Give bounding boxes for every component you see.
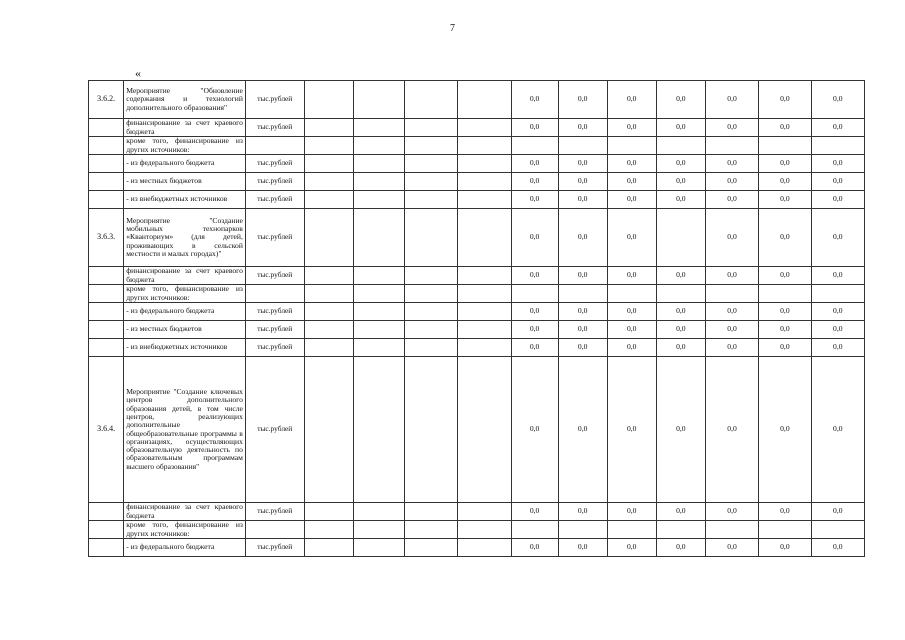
row-unit: тыс.рублей	[245, 321, 304, 339]
empty-cell	[304, 503, 353, 521]
row-description: - из федерального бюджета	[124, 539, 246, 557]
value-cell: 0,0	[607, 155, 656, 173]
value-cell: 0,0	[558, 155, 607, 173]
value-cell	[811, 521, 864, 539]
value-cell: 0,0	[511, 503, 558, 521]
value-cell	[811, 285, 864, 303]
row-description: финансирование за счет краевого бюджета	[124, 267, 246, 285]
value-cell: 0,0	[759, 321, 811, 339]
value-cell: 0,0	[511, 81, 558, 119]
row-unit: тыс.рублей	[245, 209, 304, 267]
value-cell: 0,0	[511, 357, 558, 503]
value-cell: 0,0	[607, 503, 656, 521]
value-cell: 0,0	[656, 173, 705, 191]
row-code	[89, 285, 124, 303]
row-description: - из внебюджетных источников	[124, 339, 246, 357]
value-cell: 0,0	[558, 267, 607, 285]
value-cell: 0,0	[607, 321, 656, 339]
empty-cell	[404, 321, 457, 339]
value-cell: 0,0	[607, 539, 656, 557]
value-cell: 0,0	[811, 191, 864, 209]
value-cell: 0,0	[558, 119, 607, 137]
value-cell	[705, 137, 758, 155]
value-cell: 0,0	[705, 155, 758, 173]
value-cell	[811, 137, 864, 155]
value-cell: 0,0	[656, 155, 705, 173]
value-cell: 0,0	[705, 81, 758, 119]
empty-cell	[458, 339, 511, 357]
row-description: - из внебюджетных источников	[124, 191, 246, 209]
value-cell: 0,0	[558, 321, 607, 339]
value-cell	[558, 285, 607, 303]
row-unit: тыс.рублей	[245, 503, 304, 521]
row-unit: тыс.рублей	[245, 539, 304, 557]
row-description: кроме того, финансирование из других источников:	[124, 137, 246, 155]
row-unit	[245, 137, 304, 155]
empty-cell	[304, 81, 353, 119]
row-code	[89, 539, 124, 557]
value-cell: 0,0	[759, 81, 811, 119]
value-cell	[511, 137, 558, 155]
value-cell	[759, 521, 811, 539]
value-cell: 0,0	[705, 119, 758, 137]
value-cell: 0,0	[811, 303, 864, 321]
value-cell: 0,0	[558, 357, 607, 503]
row-code	[89, 137, 124, 155]
empty-cell	[404, 303, 457, 321]
empty-cell	[353, 521, 404, 539]
value-cell: 0,0	[811, 209, 864, 267]
row-description: Мероприятие "Создание мобильных технопарков «Кванториум» (для детей, проживающих в сельской местности и малых городах)"	[124, 209, 246, 267]
value-cell: 0,0	[759, 539, 811, 557]
value-cell	[759, 285, 811, 303]
empty-cell	[458, 285, 511, 303]
value-cell: 0,0	[705, 503, 758, 521]
value-cell: 0,0	[656, 267, 705, 285]
value-cell: 0,0	[511, 539, 558, 557]
table-row	[89, 267, 865, 285]
value-cell: 0,0	[558, 539, 607, 557]
value-cell: 0,0	[759, 503, 811, 521]
empty-cell	[304, 285, 353, 303]
row-description: Мероприятие "Создание ключевых центров дополнительного образования детей, в том числе центров, реализующих дополнительные общеобразовательные программы в организациях, осуществляющих образовательную деятельность по образовательным программам высшего образования"	[124, 357, 246, 503]
value-cell: 0,0	[607, 303, 656, 321]
value-cell: 0,0	[656, 539, 705, 557]
row-description: - из местных бюджетов	[124, 321, 246, 339]
empty-cell	[304, 357, 353, 503]
table-row	[89, 137, 865, 155]
empty-cell	[353, 119, 404, 137]
value-cell	[656, 521, 705, 539]
value-cell: 0,0	[656, 191, 705, 209]
value-cell: 0,0	[705, 539, 758, 557]
opening-quote-mark: «	[135, 66, 141, 80]
empty-cell	[404, 209, 457, 267]
value-cell	[607, 137, 656, 155]
row-description: - из местных бюджетов	[124, 173, 246, 191]
value-cell: 0,0	[511, 267, 558, 285]
row-code	[89, 173, 124, 191]
row-unit: тыс.рублей	[245, 303, 304, 321]
empty-cell	[458, 209, 511, 267]
row-description: финансирование за счет краевого бюджета	[124, 503, 246, 521]
empty-cell	[404, 191, 457, 209]
row-description: Мероприятие "Обновление содержания и технологий дополнительного образования"	[124, 81, 246, 119]
row-description: финансирование за счет краевого бюджета	[124, 119, 246, 137]
value-cell: 0,0	[607, 267, 656, 285]
value-cell: 0,0	[759, 191, 811, 209]
value-cell	[511, 285, 558, 303]
value-cell: 0,0	[607, 209, 656, 267]
table-row	[89, 209, 865, 267]
row-code	[89, 339, 124, 357]
value-cell: 0,0	[511, 191, 558, 209]
value-cell: 0,0	[607, 339, 656, 357]
row-code	[89, 155, 124, 173]
value-cell: 0,0	[656, 119, 705, 137]
value-cell: 0,0	[705, 339, 758, 357]
value-cell: 0,0	[558, 81, 607, 119]
empty-cell	[404, 503, 457, 521]
empty-cell	[458, 321, 511, 339]
row-unit: тыс.рублей	[245, 155, 304, 173]
row-code: 3.6.4.	[89, 357, 124, 503]
row-unit: тыс.рублей	[245, 339, 304, 357]
empty-cell	[353, 339, 404, 357]
value-cell: 0,0	[607, 191, 656, 209]
empty-cell	[304, 155, 353, 173]
value-cell: 0,0	[759, 267, 811, 285]
value-cell: 0,0	[558, 339, 607, 357]
row-code	[89, 503, 124, 521]
empty-cell	[404, 521, 457, 539]
value-cell: 0,0	[511, 155, 558, 173]
empty-cell	[353, 137, 404, 155]
table-row	[89, 81, 865, 119]
table-row	[89, 521, 865, 539]
value-cell: 0,0	[811, 155, 864, 173]
value-cell: 0,0	[705, 303, 758, 321]
table-row	[89, 119, 865, 137]
empty-cell	[404, 173, 457, 191]
value-cell: 0,0	[511, 339, 558, 357]
table-row	[89, 155, 865, 173]
empty-cell	[353, 191, 404, 209]
value-cell: 0,0	[811, 321, 864, 339]
table-row	[89, 339, 865, 357]
value-cell	[656, 209, 705, 267]
row-unit	[245, 521, 304, 539]
value-cell	[705, 285, 758, 303]
value-cell: 0,0	[511, 119, 558, 137]
empty-cell	[353, 539, 404, 557]
table-row	[89, 303, 865, 321]
table-row	[89, 173, 865, 191]
row-code	[89, 303, 124, 321]
empty-cell	[304, 339, 353, 357]
empty-cell	[304, 303, 353, 321]
empty-cell	[458, 521, 511, 539]
empty-cell	[353, 503, 404, 521]
empty-cell	[458, 137, 511, 155]
value-cell: 0,0	[558, 173, 607, 191]
value-cell	[511, 521, 558, 539]
empty-cell	[404, 137, 457, 155]
value-cell: 0,0	[759, 119, 811, 137]
row-unit: тыс.рублей	[245, 357, 304, 503]
table-row	[89, 503, 865, 521]
row-code: 3.6.2.	[89, 81, 124, 119]
value-cell: 0,0	[811, 81, 864, 119]
value-cell: 0,0	[511, 209, 558, 267]
value-cell: 0,0	[811, 173, 864, 191]
row-unit	[245, 285, 304, 303]
empty-cell	[304, 321, 353, 339]
value-cell: 0,0	[607, 173, 656, 191]
empty-cell	[404, 285, 457, 303]
value-cell: 0,0	[656, 303, 705, 321]
empty-cell	[458, 503, 511, 521]
empty-cell	[353, 303, 404, 321]
value-cell: 0,0	[656, 81, 705, 119]
empty-cell	[304, 137, 353, 155]
value-cell: 0,0	[558, 209, 607, 267]
value-cell: 0,0	[705, 267, 758, 285]
empty-cell	[458, 303, 511, 321]
table-row	[89, 191, 865, 209]
empty-cell	[458, 173, 511, 191]
row-description: - из федерального бюджета	[124, 155, 246, 173]
value-cell: 0,0	[656, 321, 705, 339]
value-cell: 0,0	[759, 209, 811, 267]
empty-cell	[353, 81, 404, 119]
empty-cell	[353, 209, 404, 267]
value-cell: 0,0	[705, 357, 758, 503]
empty-cell	[304, 209, 353, 267]
row-code	[89, 521, 124, 539]
value-cell	[656, 137, 705, 155]
row-unit: тыс.рублей	[245, 191, 304, 209]
row-unit: тыс.рублей	[245, 119, 304, 137]
empty-cell	[353, 155, 404, 173]
empty-cell	[353, 173, 404, 191]
table-row	[89, 357, 865, 503]
table-row	[89, 321, 865, 339]
empty-cell	[353, 285, 404, 303]
empty-cell	[404, 357, 457, 503]
value-cell: 0,0	[656, 357, 705, 503]
value-cell	[607, 285, 656, 303]
value-cell: 0,0	[705, 321, 758, 339]
empty-cell	[353, 321, 404, 339]
empty-cell	[304, 119, 353, 137]
empty-cell	[458, 155, 511, 173]
value-cell: 0,0	[759, 303, 811, 321]
value-cell: 0,0	[607, 119, 656, 137]
row-unit: тыс.рублей	[245, 81, 304, 119]
row-unit: тыс.рублей	[245, 267, 304, 285]
row-unit: тыс.рублей	[245, 173, 304, 191]
value-cell: 0,0	[656, 339, 705, 357]
row-code: 3.6.3.	[89, 209, 124, 267]
row-code	[89, 267, 124, 285]
value-cell: 0,0	[759, 339, 811, 357]
value-cell: 0,0	[811, 503, 864, 521]
value-cell: 0,0	[759, 155, 811, 173]
value-cell: 0,0	[759, 173, 811, 191]
value-cell: 0,0	[811, 119, 864, 137]
empty-cell	[404, 155, 457, 173]
row-code	[89, 119, 124, 137]
value-cell	[558, 521, 607, 539]
budget-table-body	[89, 81, 865, 557]
value-cell: 0,0	[511, 303, 558, 321]
empty-cell	[304, 539, 353, 557]
empty-cell	[404, 119, 457, 137]
value-cell	[759, 137, 811, 155]
empty-cell	[304, 191, 353, 209]
empty-cell	[353, 357, 404, 503]
row-description: - из федерального бюджета	[124, 303, 246, 321]
value-cell	[656, 285, 705, 303]
empty-cell	[458, 191, 511, 209]
value-cell: 0,0	[811, 339, 864, 357]
value-cell: 0,0	[705, 191, 758, 209]
value-cell: 0,0	[558, 191, 607, 209]
page-number: 7	[450, 23, 455, 34]
empty-cell	[458, 119, 511, 137]
row-code	[89, 191, 124, 209]
value-cell: 0,0	[607, 81, 656, 119]
empty-cell	[404, 539, 457, 557]
value-cell: 0,0	[705, 173, 758, 191]
table-row	[89, 539, 865, 557]
value-cell	[705, 521, 758, 539]
empty-cell	[304, 173, 353, 191]
value-cell: 0,0	[511, 321, 558, 339]
empty-cell	[458, 357, 511, 503]
empty-cell	[353, 267, 404, 285]
row-code	[89, 321, 124, 339]
value-cell: 0,0	[511, 173, 558, 191]
empty-cell	[404, 81, 457, 119]
empty-cell	[304, 267, 353, 285]
value-cell: 0,0	[811, 539, 864, 557]
empty-cell	[304, 521, 353, 539]
value-cell: 0,0	[811, 267, 864, 285]
empty-cell	[458, 539, 511, 557]
value-cell	[558, 137, 607, 155]
value-cell: 0,0	[811, 357, 864, 503]
budget-table	[88, 80, 865, 557]
empty-cell	[404, 339, 457, 357]
row-description: кроме того, финансирование из других источников:	[124, 285, 246, 303]
empty-cell	[404, 267, 457, 285]
value-cell: 0,0	[656, 503, 705, 521]
value-cell: 0,0	[705, 209, 758, 267]
empty-cell	[458, 267, 511, 285]
value-cell: 0,0	[759, 357, 811, 503]
row-description: кроме того, финансирование из других источников:	[124, 521, 246, 539]
table-row	[89, 285, 865, 303]
value-cell	[607, 521, 656, 539]
value-cell: 0,0	[607, 357, 656, 503]
value-cell: 0,0	[558, 303, 607, 321]
empty-cell	[458, 81, 511, 119]
value-cell: 0,0	[558, 503, 607, 521]
